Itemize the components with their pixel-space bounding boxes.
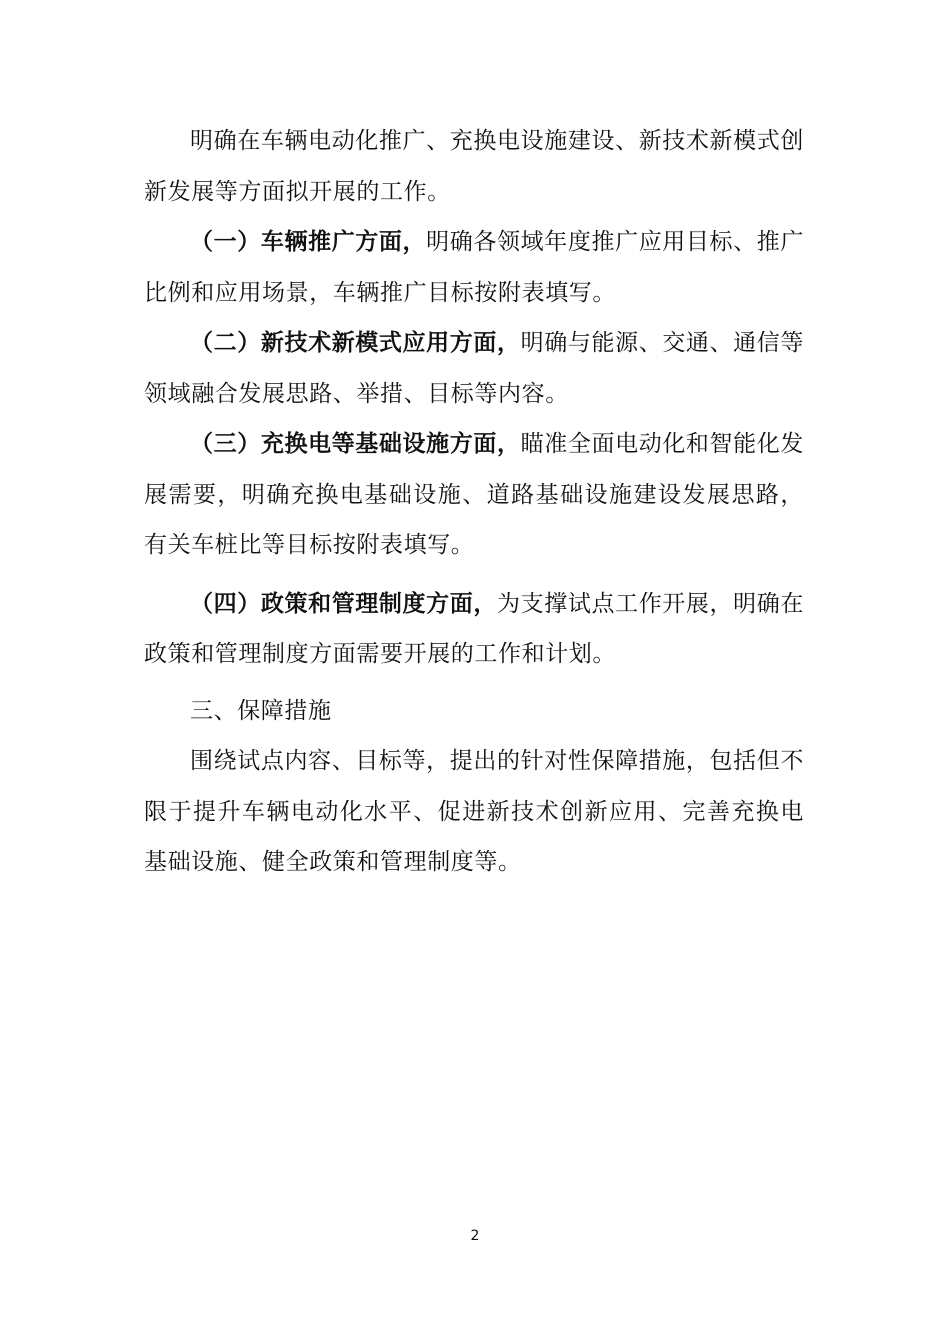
item-3-text: 瞄准全面电动化和智能化发展需要，明确充换电基础设施、道路基础设施建设发展思路，有关车桩比等目标按附表填写。 — [144, 431, 804, 558]
item-4-text: 为支撑试点工作开展，明确在政策和管理制度方面需要开展的工作和计划。 — [144, 590, 804, 667]
item-3-paragraph — [144, 419, 804, 571]
document-body — [144, 116, 804, 888]
item-2-lead: （二）新技术新模式应用方面， — [190, 329, 521, 356]
item-3-lead: （三）充换电等基础设施方面， — [190, 430, 521, 457]
item-1-paragraph — [144, 217, 804, 318]
item-1-lead: （一）车辆推广方面， — [190, 228, 427, 255]
section-3-heading: 三、保障措施 — [190, 697, 332, 724]
intro-paragraph: 明确在车辆电动化推广、充换电设施建设、新技术新模式创新发展等方面拟开展的工作。 — [144, 128, 804, 205]
item-2-text: 明确与能源、交通、通信等领域融合发展思路、举措、目标等内容。 — [144, 330, 804, 407]
item-1-text: 明确各领域年度推广应用目标、推广比例和应用场景，车辆推广目标按附表填写。 — [144, 229, 804, 306]
item-4-lead: （四）政策和管理制度方面， — [190, 589, 497, 617]
item-2-paragraph — [144, 318, 804, 419]
page-number: 2 — [470, 1228, 480, 1244]
section-3-paragraph: 围绕试点内容、目标等，提出的针对性保障措施，包括但不限于提升车辆电动化水平、促进新技术创新应用、完善充换电基础设施、健全政策和管理制度等。 — [144, 748, 804, 875]
item-4-paragraph — [144, 579, 804, 680]
